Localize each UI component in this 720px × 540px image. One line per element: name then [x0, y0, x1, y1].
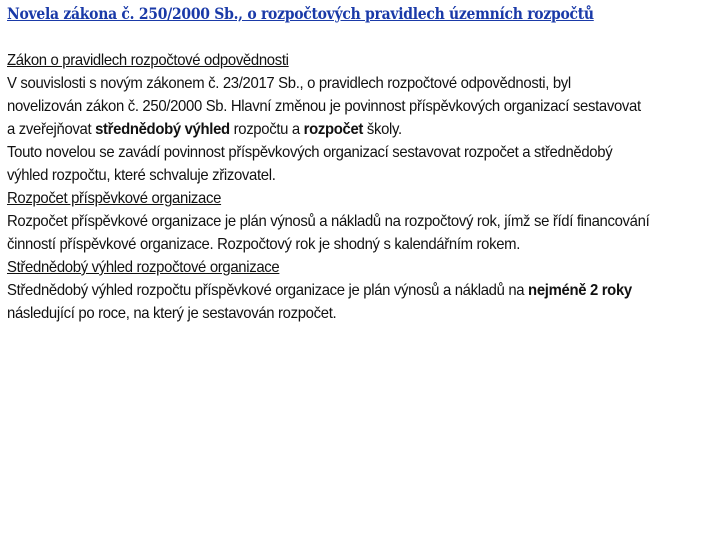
text-segment: Zákon o pravidlech rozpočtové odpovědnosti	[7, 52, 289, 69]
text-segment: činností příspěvkové organizace. Rozpočtový rok je shodný s kalendářním rokem.	[7, 236, 521, 253]
bold-text: rozpočet	[303, 121, 364, 138]
bold-text: nejméně 2 roky	[528, 282, 632, 299]
text-segment: Rozpočet příspěvkové organizace je plán výnosů a nákladů na rozpočtový rok, jímž se řídí financování	[7, 213, 650, 230]
paragraph-line	[7, 213, 649, 231]
document-title-link[interactable]: Novela zákona č. 250/2000 Sb., o rozpočtových pravidlech územních rozpočtů	[7, 4, 594, 23]
section-heading	[7, 52, 289, 70]
section-heading	[7, 259, 279, 277]
text-segment: V souvislosti s novým zákonem č. 23/2017 Sb., o pravidlech rozpočtové odpovědnosti, byl	[7, 75, 571, 92]
text-segment: novelizován zákon č. 250/2000 Sb. Hlavní změnou je povinnost příspěvkových organizací sestavovat	[7, 98, 641, 115]
text-segment: Střednědobý výhled rozpočtové organizace	[7, 259, 280, 276]
text-segment: rozpočtu a	[229, 121, 304, 138]
paragraph-line	[7, 121, 402, 139]
paragraph-line	[7, 236, 520, 254]
section-heading	[7, 190, 221, 208]
bold-text: střednědobý výhled	[95, 121, 230, 138]
text-segment: Rozpočet příspěvkové organizace	[7, 190, 222, 207]
paragraph-line	[7, 75, 571, 93]
paragraph-line	[7, 98, 641, 116]
text-segment: Střednědobý výhled rozpočtu příspěvkové organizace je plán výnosů a nákladů na	[7, 282, 529, 299]
paragraph-line	[7, 144, 612, 162]
text-segment: následující po roce, na který je sestavován rozpočet.	[7, 305, 337, 322]
text-segment: a zveřejňovat	[7, 121, 96, 138]
paragraph-line	[7, 167, 276, 185]
paragraph-line	[7, 282, 632, 300]
text-segment: Touto novelou se zavádí povinnost příspěvkových organizací sestavovat rozpočet a střednědobý	[7, 144, 613, 161]
paragraph-line	[7, 305, 336, 323]
text-segment: výhled rozpočtu, které schvaluje zřizovatel.	[7, 167, 276, 184]
text-segment: školy.	[363, 121, 402, 138]
